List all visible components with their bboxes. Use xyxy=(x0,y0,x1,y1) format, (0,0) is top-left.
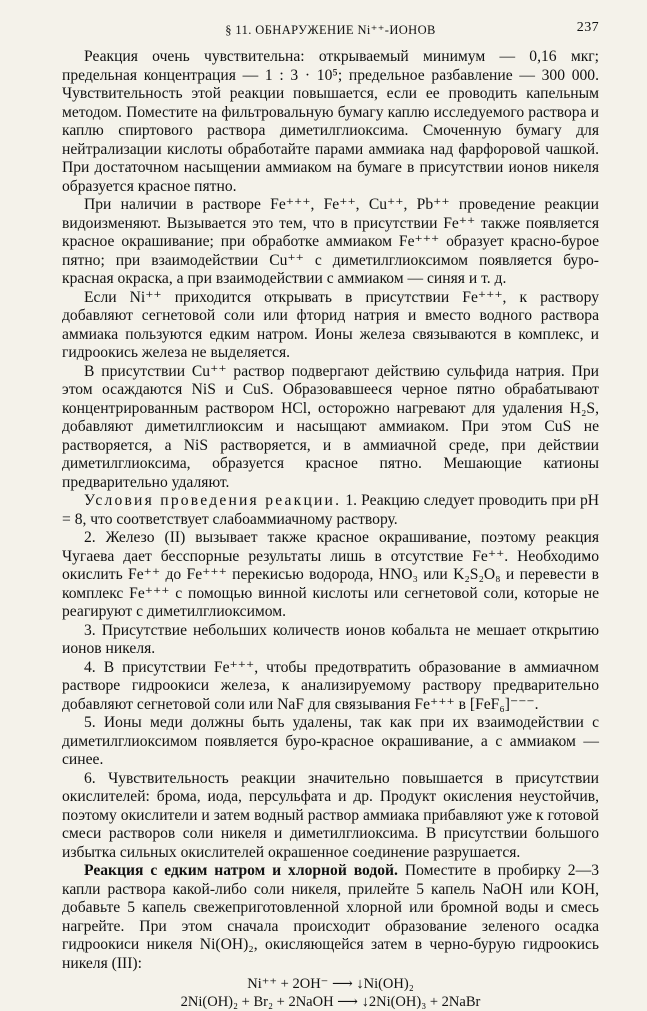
section-text: Поместите в пробирку 2—3 капли раствора какой-либо соли никеля, прилейте 5 капель NaOH или KOH, добавьте 5 капель свежеприготовленной хлорной или бромной воды и смесь нагрейте. При этом сначала происходит образование зеленого осадка гидроокиси никеля Ni(OH)₂, окисляющейся затем в черно-бурую гидроокись никеля (III): xyxy=(62,862,599,972)
body-text xyxy=(62,48,599,973)
paragraph-sensitivity: Реакция очень чувствительна: открываемый минимум — 0,16 мкг; предельная концентрация — 1 : 3 · 10⁵; предельное разбавление — 300 000. Чувствительность этой реакции повышается, если ее проводить капельным методом. Поместите на фильтровальную бумагу каплю исследуемого раствора и каплю спиртового раствора диметилглиоксима. Смоченную бумагу для нейтрализации кислоты обработайте парами аммиака над фарфоровой чашкой. При достаточном насыщении аммиаком на бумаге в присутствии ионов никеля образуется красное пятно. xyxy=(62,48,599,195)
section-heading: Реакция с едким натром и хлорной водой. xyxy=(84,862,398,879)
page-number: 237 xyxy=(576,20,599,35)
conditions-item-5: 5. Ионы меди должны быть удалены, так как при их взаимодействии с диметилглиоксимом появляется буро-красное окрашивание, а с аммиаком — синее. xyxy=(62,714,599,768)
conditions-item-1-text: 1. Реакцию следует проводить при pH = 8, что соответствует слабоаммиачному раствору. xyxy=(62,492,600,528)
equation-2: 2Ni(OH)₂ + Br₂ + 2NaOH ⟶ ↓2Ni(OH)₃ + 2NaBr xyxy=(180,994,481,1010)
conditions-item-6: 6. Чувствительность реакции значительно повышается в присутствии окислителей: брома, иода, персульфата и др. Продукт окисления неустойчив, поэтому окислители и затем водный раствор аммиака прибавляют уже к готовой смеси растворов соли никеля и диметилглиоксима. В присутствии большого избытка сильных окислителей окрашенное соединение разрушается. xyxy=(62,769,599,861)
paragraph-interference: При наличии в растворе Fe⁺⁺⁺, Fe⁺⁺, Cu⁺⁺, Pb⁺⁺ проведение реакции видоизменяют. Вызывается это тем, что в присутствии Fe⁺⁺ также появляется красное окрашивание; при обработке аммиаком Fe⁺⁺⁺ образует красно-бурое пятно; при взаимодействии Cu⁺⁺ с диметилглиоксимом появляется буро-красная окраска, а при взаимодействии с аммиаком — синяя и т. д. xyxy=(62,196,599,287)
running-title: § 11. ОБНАРУЖЕНИЕ Ni⁺⁺-ИОНОВ xyxy=(225,23,436,37)
book-page xyxy=(62,18,599,1011)
paragraph-iron-presence: Если Ni⁺⁺ приходится открывать в присутствии Fe⁺⁺⁺, к раствору добавляют сегнетовой соли или фторид натрия и вместо водного раствора аммиака пользуются едким натром. Ионы железа связываются в комплекс, и гидроокись железа не выделяется. xyxy=(62,288,599,361)
conditions-item-2: 2. Железо (II) вызывает также красное окрашивание, поэтому реакция Чугаева дает бесспорные результаты лишь в отсутствие Fe⁺⁺. Необходимо окислить Fe⁺⁺ до Fe⁺⁺⁺ перекисью водорода, HNO₃ или K₂S₂O₈ и перевести в комплекс Fe⁺⁺⁺ с помощью винной кислоты или сегнетовой соли, которые не реагируют с диметилглиоксимом. xyxy=(62,529,599,620)
equation-block xyxy=(62,975,599,1011)
conditions-item-4: 4. В присутствии Fe⁺⁺⁺, чтобы предотвратить образование в аммиачном растворе гидроокиси железа, к анализируемому раствору предварительно добавляют сегнетовой соли или NaF для связывания Fe⁺⁺⁺ в [FeF₆]⁻⁻⁻. xyxy=(62,658,599,713)
equation-1: Ni⁺⁺ + 2OH⁻ ⟶ ↓Ni(OH)₂ xyxy=(247,976,414,992)
conditions-item-3: 3. Присутствие небольших количеств ионов кобальта не мешает открытию ионов никеля. xyxy=(62,621,599,657)
paragraph-copper-presence: В присутствии Cu⁺⁺ раствор подвергают действию сульфида натрия. При этом осаждаются NiS и CuS. Образовавшееся черное пятно обрабатывают концентрированным раствором HCl, осторожно нагревают для удаления H₂S, добавляют диметилглиоксим и насыщают аммиаком. При этом CuS не растворяется, а NiS растворяется, и в аммиачной среде, при действии диметилглиоксима, образуется красное пятно. Мешающие катионы предварительно удаляют. xyxy=(62,362,599,491)
conditions-item-1 xyxy=(62,492,599,529)
page-header xyxy=(62,18,599,40)
conditions-heading: Условия проведения реакции. xyxy=(84,492,342,509)
section-naoh-chlorine xyxy=(62,862,599,973)
